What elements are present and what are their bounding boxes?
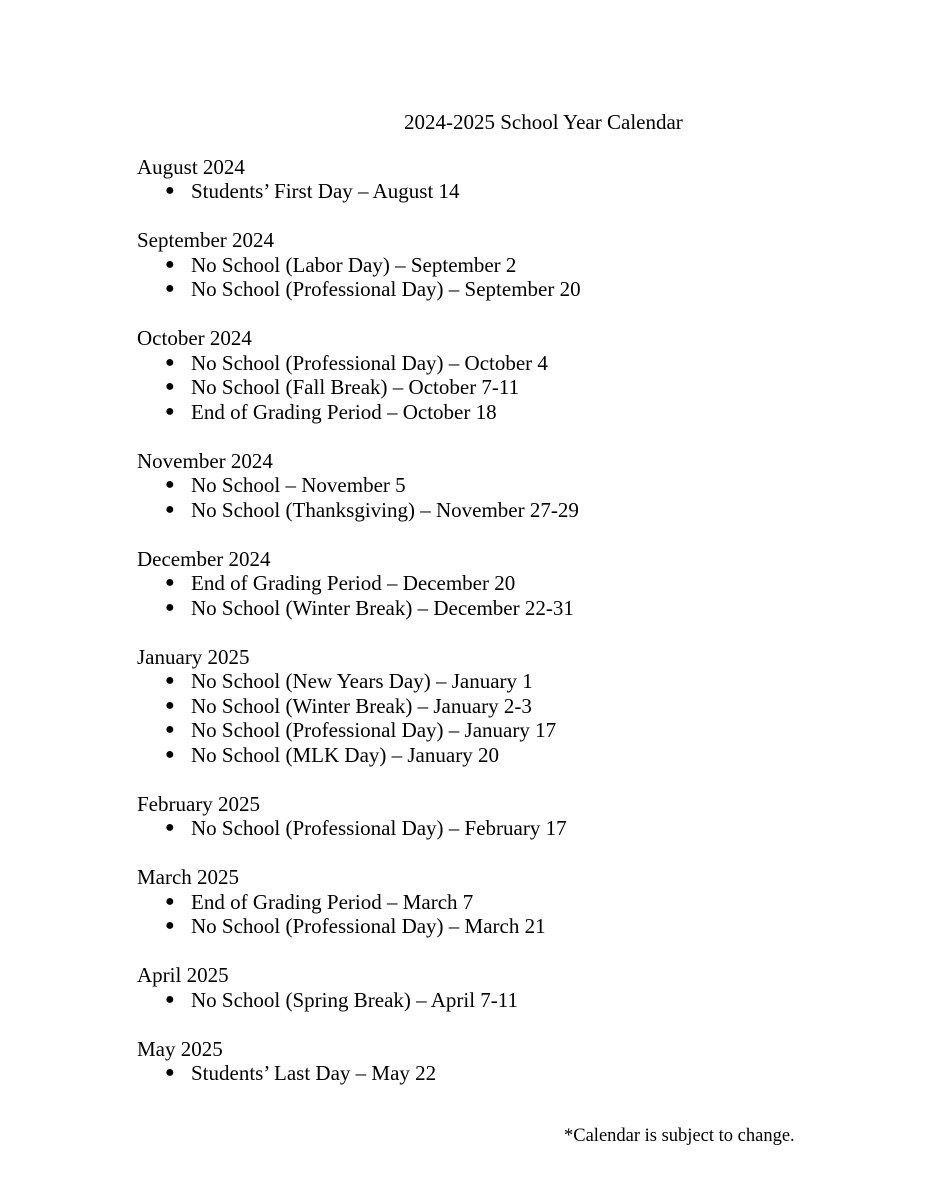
event-item [137,400,897,425]
event-item [137,890,897,915]
month-heading: September 2024 [137,228,275,252]
event-item [137,914,897,939]
event-item [137,816,897,841]
event-text: Students’ Last Day – May 22 [191,1061,437,1085]
event-text: No School (Professional Day) – October 4 [191,350,548,375]
bullet-icon: ● [165,745,175,763]
bullet-icon: ● [165,917,175,934]
month-heading: March 2025 [137,865,240,889]
event-item [137,253,897,278]
bullet-icon: ● [165,402,175,420]
month-section [137,326,897,424]
bullet-icon: ● [165,1064,175,1081]
bullet-icon: ● [165,574,175,591]
month-heading: April 2025 [137,963,229,987]
month-heading: August 2024 [137,154,245,179]
month-section [137,792,897,841]
event-text: No School – November 5 [191,473,406,497]
month-heading: December 2024 [137,546,271,571]
month-section [137,155,897,204]
bullet-icon: ● [165,182,175,199]
event-text: No School (Professional Day) – September 20 [191,277,581,301]
month-section [137,963,897,1012]
event-text: No School (MLK Day) – January 20 [191,742,499,767]
event-text: No School (Spring Break) – April 7-11 [191,987,519,1012]
footnote: *Calendar is subject to change. [564,1126,795,1146]
event-text: No School (Thanksgiving) – November 27-29 [191,497,579,522]
event-item [137,743,897,768]
month-section [137,449,897,523]
event-item [137,351,897,376]
event-item [137,571,897,596]
month-section [137,547,897,621]
event-text: No School (Fall Break) – October 7-11 [191,375,520,399]
event-item [137,498,897,523]
event-item [137,988,897,1013]
bullet-icon: ● [165,500,175,518]
page-title: 2024-2025 School Year Calendar [404,110,683,134]
month-section [137,1037,897,1086]
event-item [137,473,897,498]
event-text: No School (Professional Day) – February 17 [191,816,567,840]
event-text: End of Grading Period – December 20 [191,571,516,595]
bullet-icon: ● [165,721,175,738]
bullet-icon: ● [165,819,175,836]
bullet-icon: ● [165,696,175,714]
event-text: End of Grading Period – March 7 [191,889,474,914]
event-text: No School (Labor Day) – September 2 [191,252,517,277]
event-text: No School (Winter Break) – January 2-3 [191,693,532,718]
month-heading: November 2024 [137,448,273,473]
event-item [137,694,897,719]
event-text: No School (Professional Day) – January 17 [191,718,557,742]
event-item [137,375,897,400]
month-list [137,155,897,1111]
month-section [137,865,897,939]
event-item [137,179,897,204]
event-text: No School (Professional Day) – March 21 [191,914,546,938]
bullet-icon: ● [165,990,175,1008]
bullet-icon: ● [165,255,175,273]
event-item [137,1061,897,1086]
event-text: Students’ First Day – August 14 [191,179,460,203]
bullet-icon: ● [165,378,175,395]
event-item [137,718,897,743]
month-heading: February 2025 [137,791,261,816]
event-text: End of Grading Period – October 18 [191,399,497,424]
event-item [137,669,897,694]
bullet-icon: ● [165,892,175,910]
month-heading: October 2024 [137,326,252,350]
bullet-icon: ● [165,280,175,297]
bullet-icon: ● [165,598,175,616]
month-section [137,228,897,302]
bullet-icon: ● [165,353,175,371]
bullet-icon: ● [165,672,175,689]
month-heading: May 2025 [137,1036,223,1061]
bullet-icon: ● [165,476,175,493]
event-text: No School (Winter Break) – December 22-31 [191,595,574,620]
event-text: No School (New Years Day) – January 1 [191,669,533,693]
event-item [137,596,897,621]
month-heading: January 2025 [137,644,250,669]
month-section [137,645,897,768]
event-item [137,277,897,302]
